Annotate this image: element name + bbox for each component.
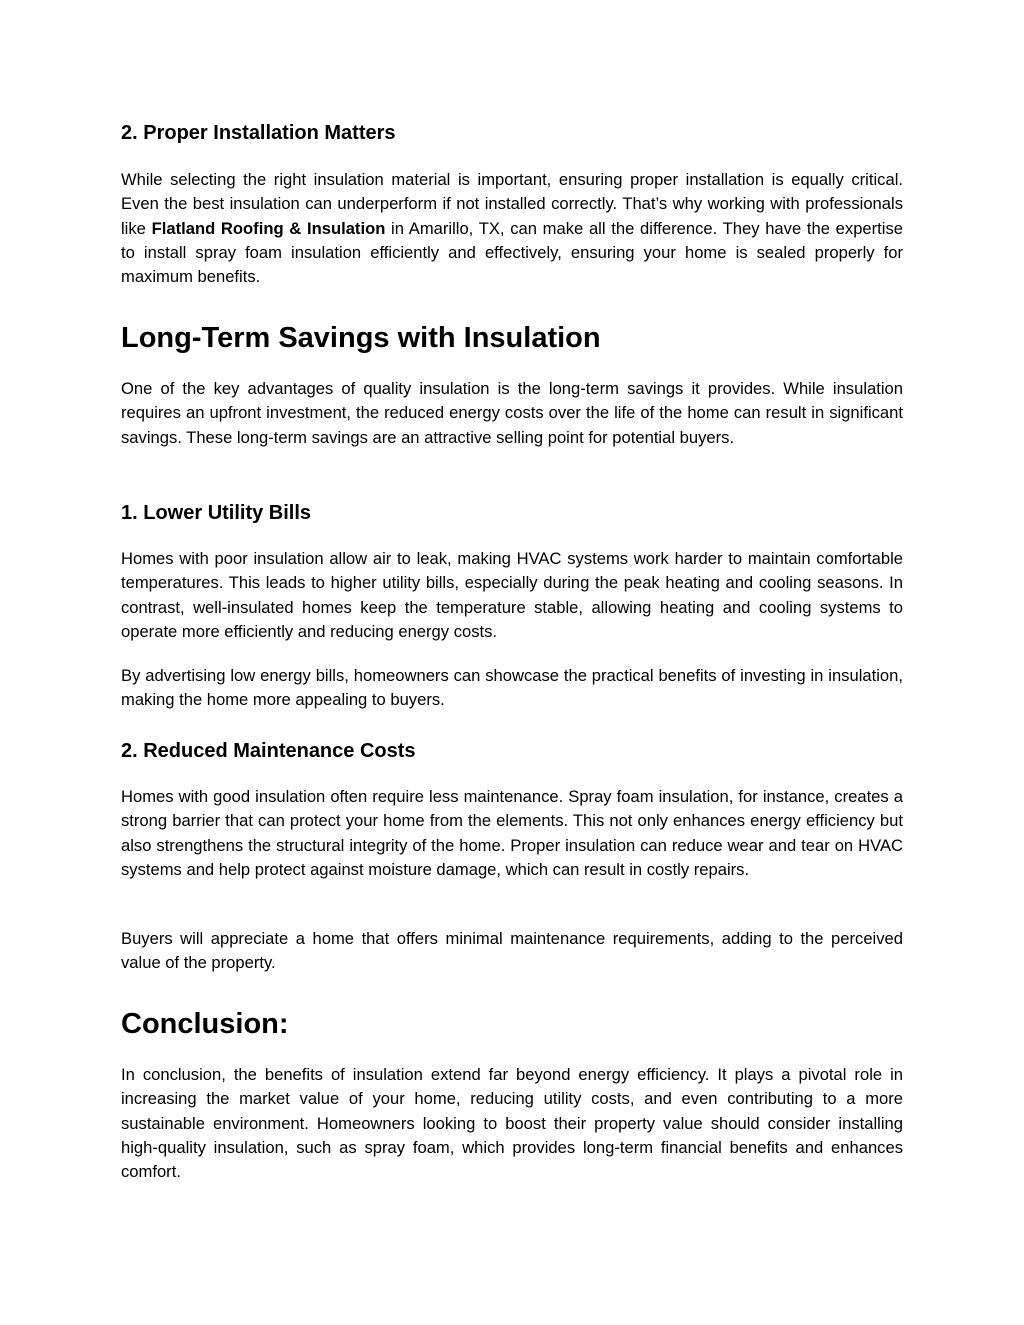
heading-lower-utility-bills: 1. Lower Utility Bills (121, 502, 312, 524)
paragraph-lower-utility-bills-2: By advertising low energy bills, homeowners can showcase the practical benefits of investing in insulation, making the home more appealing to buyers. (121, 666, 903, 710)
paragraph-lower-utility-bills-1: Homes with poor insulation allow air to leak, making HVAC systems work harder to maintain comfortable temperatures. This leads to higher utility bills, especially during the peak heating and cooling seasons. In contrast, well-insulated homes keep the temperature stable, allowing heating and cooling systems to operate more efficiently and reducing energy costs. (121, 549, 903, 641)
heading-proper-installation: 2. Proper Installation Matters (121, 122, 396, 144)
paragraph-reduced-maintenance-1: Homes with good insulation often require less maintenance. Spray foam insulation, for instance, creates a strong barrier that can protect your home from the elements. This not only enhances energy efficiency but also strengthens the structural integrity of the home. Proper insulation can reduce wear and tear on HVAC systems and help protect against moisture damage, which can result in costly repairs. (121, 787, 903, 879)
heading-reduced-maintenance: 2. Reduced Maintenance Costs (121, 740, 416, 762)
paragraph-text-start: While selecting the right insulation material is important, ensuring proper installation is equally critical. Even the best insulation can underperform if not installed correctly. That’s why working with professionals like (121, 170, 903, 238)
paragraph-text-end: in Amarillo, TX, can make all the difference. They have the expertise to install spray foam insulation efficiently and effectively, ensuring your home is sealed properly for maximum benefits. (121, 218, 903, 287)
company-name-bold: Flatland Roofing & Insulation (151, 218, 386, 238)
heading-long-term-savings: Long-Term Savings with Insulation (121, 322, 601, 354)
paragraph-reduced-maintenance-2: Buyers will appreciate a home that offers minimal maintenance requirements, adding to the perceived value of the property. (121, 929, 903, 973)
paragraph-proper-installation (121, 168, 903, 289)
heading-conclusion: Conclusion: (121, 1008, 289, 1040)
paragraph-conclusion: In conclusion, the benefits of insulation extend far beyond energy efficiency. It plays a pivotal role in increasing the market value of your home, reducing utility costs, and even contributing to a more sustainable environment. Homeowners looking to boost their property value should consider installing high-quality insulation, such as spray foam, which provides long-term financial benefits and enhances comfort. (121, 1065, 903, 1182)
paragraph-long-term-savings: One of the key advantages of quality insulation is the long-term savings it provides. While insulation requires an upfront investment, the reduced energy costs over the life of the home can result in significant savings. These long-term savings are an attractive selling point for potential buyers. (121, 379, 903, 447)
